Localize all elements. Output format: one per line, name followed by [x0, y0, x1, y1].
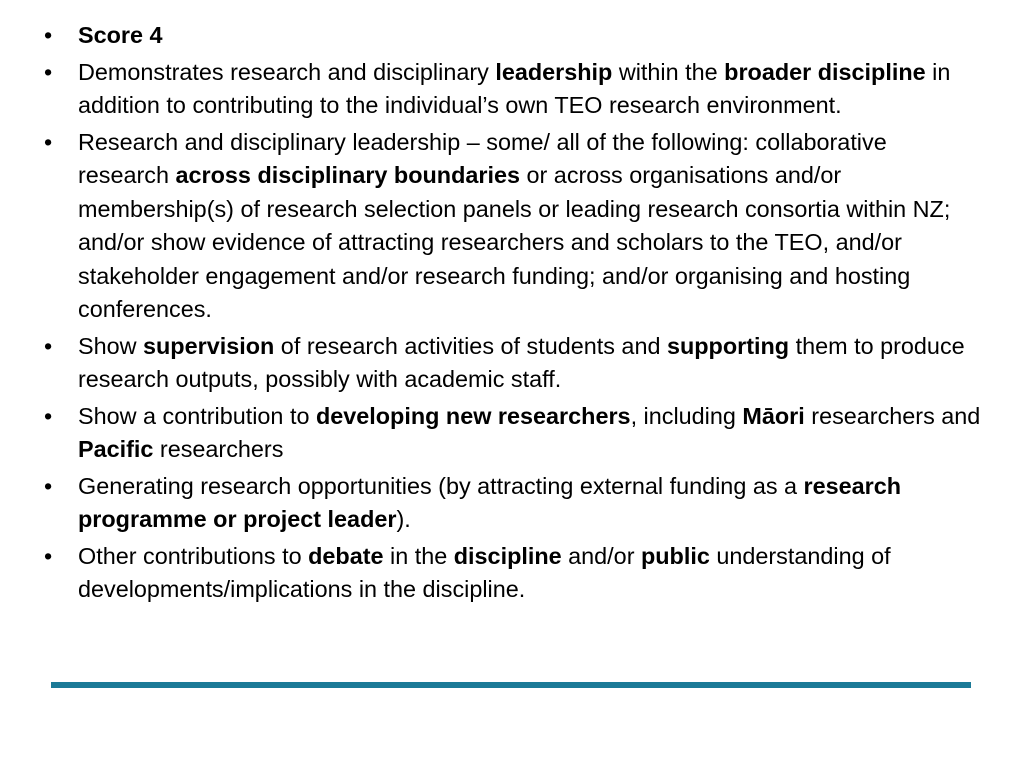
- text-segment: ).: [396, 506, 411, 532]
- text-segment: Other contributions to: [78, 542, 309, 569]
- bullet-item: [44, 470, 984, 537]
- bullet-item: [44, 540, 984, 607]
- text-segment: Show a contribution to: [78, 402, 316, 429]
- text-segment: Demonstrates research and disciplinary: [78, 58, 496, 85]
- text-segment: researchers: [153, 436, 284, 462]
- bold-text-segment: supporting: [666, 332, 790, 359]
- bullet-icon: •: [44, 332, 53, 359]
- bold-text-segment: research programme or project leader: [78, 472, 902, 532]
- text-segment: researchers and: [804, 402, 981, 429]
- bold-text-segment: across disciplinary boundaries: [175, 162, 521, 188]
- bullet-item: [44, 330, 984, 397]
- text-segment: understanding of developments/implications in the discipline.: [78, 542, 891, 602]
- bullet-item: [44, 126, 984, 327]
- text-segment: of research activities of students and: [274, 332, 667, 359]
- bullet-list: [44, 19, 984, 610]
- text-segment: Show: [78, 332, 144, 359]
- text-segment: or across organisations and/or membership(s) of research selection panels or leading research consortia within NZ; and/or show evidence of attracting researchers and scholars to the TEO, and/or stakeholder engagement and/or research funding; and/or organising and hosting conferences.: [78, 162, 951, 322]
- bullet-icon: •: [44, 472, 53, 499]
- bullet-text: [78, 543, 891, 603]
- bullet-icon: •: [44, 542, 53, 569]
- bullet-icon: •: [44, 22, 53, 48]
- bullet-item: [44, 56, 984, 123]
- bold-text-segment: broader discipline: [724, 58, 926, 85]
- bold-text-segment: Pacific: [78, 436, 154, 462]
- bold-text-segment: debate: [308, 542, 384, 569]
- text-segment: them to produce research outputs, possibly with academic staff.: [78, 332, 965, 392]
- text-segment: Research and disciplinary leadership – some/ all of the following: collaborative research: [78, 128, 887, 188]
- text-segment: and/or: [561, 542, 641, 569]
- bold-text-segment: leadership: [495, 58, 613, 85]
- bullet-text: [78, 473, 901, 533]
- bullet-text: [78, 22, 163, 48]
- bullet-text: [78, 403, 980, 463]
- bottom-divider: [51, 682, 971, 688]
- text-segment: within the: [612, 58, 725, 85]
- text-segment: in the: [383, 542, 454, 569]
- bold-text-segment: discipline: [453, 542, 562, 569]
- bullet-icon: •: [44, 402, 53, 429]
- text-segment: in addition to contributing to the individual’s own TEO research environment.: [78, 58, 951, 118]
- bold-text-segment: Māori: [742, 402, 805, 429]
- bold-text-segment: Score 4: [78, 22, 163, 48]
- bullet-text: [78, 333, 965, 393]
- bold-text-segment: supervision: [143, 332, 275, 359]
- text-segment: Generating research opportunities (by attracting external funding as a: [78, 472, 804, 499]
- bold-text-segment: public: [640, 542, 710, 569]
- bullet-item: [44, 400, 984, 467]
- bullet-item: [44, 19, 984, 53]
- bullet-icon: •: [44, 128, 53, 155]
- bullet-icon: •: [44, 58, 53, 85]
- bullet-text: [78, 59, 950, 119]
- text-segment: , including: [630, 402, 743, 429]
- bold-text-segment: developing new researchers: [315, 402, 631, 429]
- bullet-text: [78, 129, 950, 323]
